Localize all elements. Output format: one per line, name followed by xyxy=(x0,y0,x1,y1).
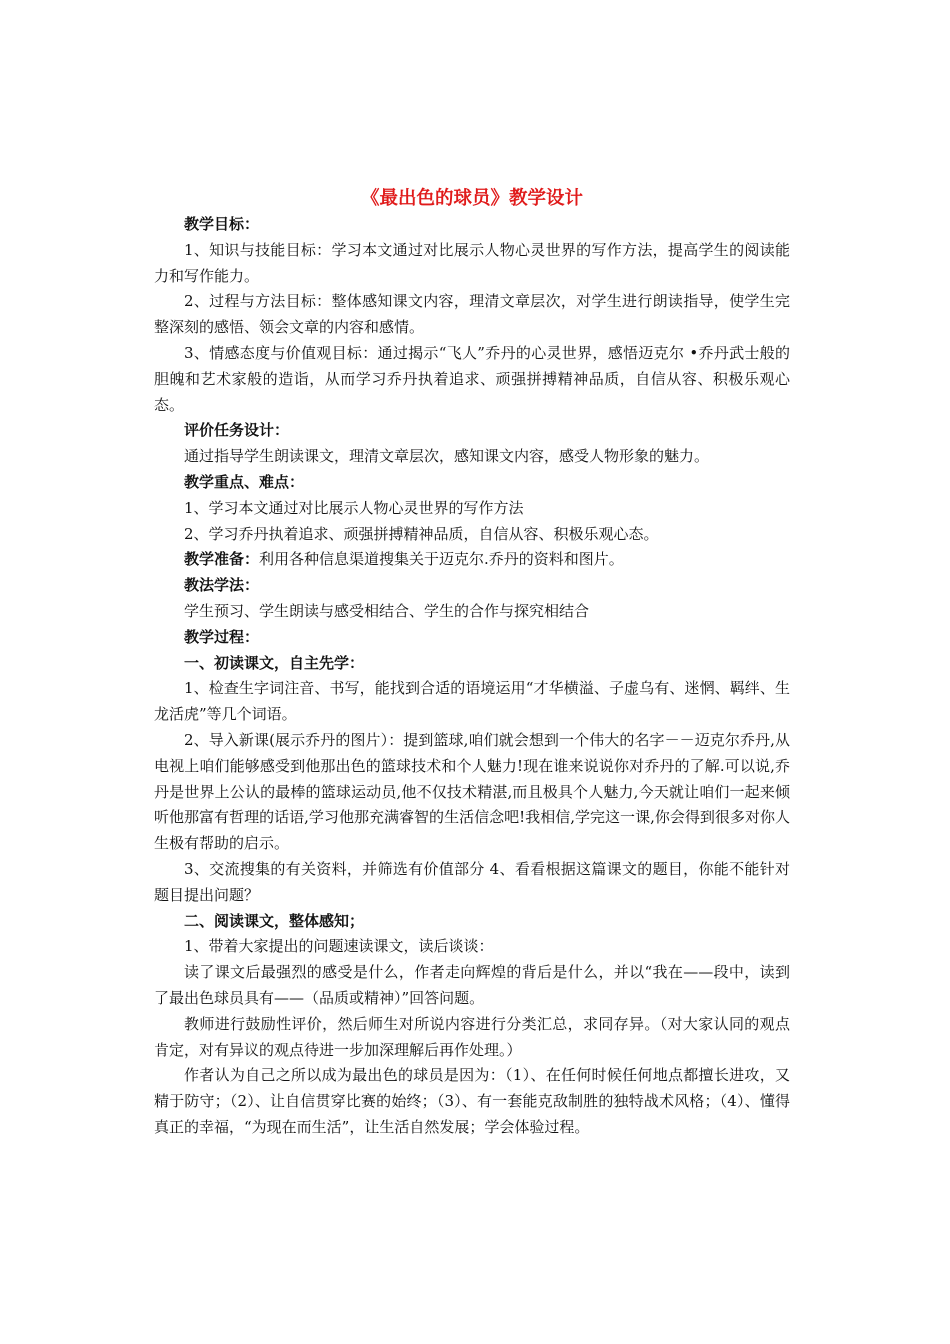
part2-item-4: 作者认为自己之所以成为最出色的球员是因为：（1）、在任何时候任何地点都擅长进攻，又精于防守；（2）、让自信贯穿比赛的始终；（3）、有一套能克敌制胜的独特战术风格；（4）、懂得真正的幸福，“为现在而生活”，让生活自然发展；学会体验过程。 xyxy=(154,1066,790,1136)
eval-text: 通过指导学生朗读课文，理清文章层次，感知课文内容，感受人物形象的魅力。 xyxy=(184,447,710,466)
eval-heading: 评价任务设计： xyxy=(184,421,290,440)
document-page xyxy=(154,186,790,1141)
goal-3: 3、情感态度与价值观目标：通过揭示“飞人”乔丹的心灵世界，感悟迈克尔 •乔丹武士般的胆魄和艺术家般的造诣，从而学习乔丹执着追求、顽强拼搏精神品质，自信从容、积极乐观心态。 xyxy=(154,343,790,414)
part1-item-3: 3、交流搜集的有关资料，并筛选有价值部分 4、看看根据这篇课文的题目，你能不能针对题目提出问题？ xyxy=(154,859,790,904)
method-heading: 教法学法： xyxy=(184,576,260,595)
method-text: 学生预习、学生朗读与感受相结合、学生的合作与探究相结合 xyxy=(184,601,590,620)
part2-item-1: 1、带着大家提出的问题速读课文，读后谈谈： xyxy=(184,937,494,956)
part2-item-2: 读了课文后最强烈的感受是什么，作者走向辉煌的背后是什么，并以“我在——段中，读到了最出色球员具有——（品质或精神）”回答问题。 xyxy=(154,963,790,1007)
goals-heading: 教学目标： xyxy=(184,215,260,233)
prep-paragraph xyxy=(154,547,790,573)
prep-heading: 教学准备： xyxy=(184,550,260,569)
document-title: 《最出色的球员》教学设计 xyxy=(360,188,583,209)
part2-heading: 二、阅读课文，整体感知； xyxy=(184,911,365,930)
key-heading: 教学重点、难点： xyxy=(184,472,305,491)
process-heading: 教学过程： xyxy=(184,627,260,646)
prep-text: 利用各种信息渠道搜集关于迈克尔.乔丹的资料和图片。 xyxy=(259,550,624,569)
part1-item-2: 2、导入新课(展示乔丹的图片）：提到篮球,咱们就会想到一个伟大的名字－－迈克尔乔丹,从电视上咱们能够感受到他那出色的篮球技术和个人魅力!现在谁来说说你对乔丹的了解.可以说,乔丹是世界上公认的最棒的篮球运动员,他不仅技术精湛,而且极具个人魅力,今天就让咱们一起来倾听他那富有哲理的话语,学习他那充满睿智的生活信念吧!我相信,学完这一课,你会得到很多对你人生极有帮助的启示。 xyxy=(154,730,790,853)
part1-item-1: 1、检查生字词注音、书写，能找到合适的语境运用“才华横溢、子虚乌有、迷惘、羁绊、生龙活虎”等几个词语。 xyxy=(154,679,790,724)
key-point-2: 2、学习乔丹执着追求、顽强拼搏精神品质，自信从容、积极乐观心态。 xyxy=(184,524,659,543)
key-point-1: 1、学习本文通过对比展示人物心灵世界的写作方法 xyxy=(184,498,524,517)
part1-heading: 一、初读课文，自主先学： xyxy=(184,653,365,672)
goal-2: 2、过程与方法目标：整体感知课文内容，理清文章层次，对学生进行朗读指导，使学生完整深刻的感悟、领会文章的内容和感情。 xyxy=(154,292,790,337)
part2-item-3: 教师进行鼓励性评价，然后师生对所说内容进行分类汇总，求同存异。（对大家认同的观点肯定，对有异议的观点待进一步加深理解后再作处理。） xyxy=(154,1014,790,1059)
goal-1: 1、知识与技能目标：学习本文通过对比展示人物心灵世界的写作方法，提高学生的阅读能力和写作能力。 xyxy=(154,240,790,285)
